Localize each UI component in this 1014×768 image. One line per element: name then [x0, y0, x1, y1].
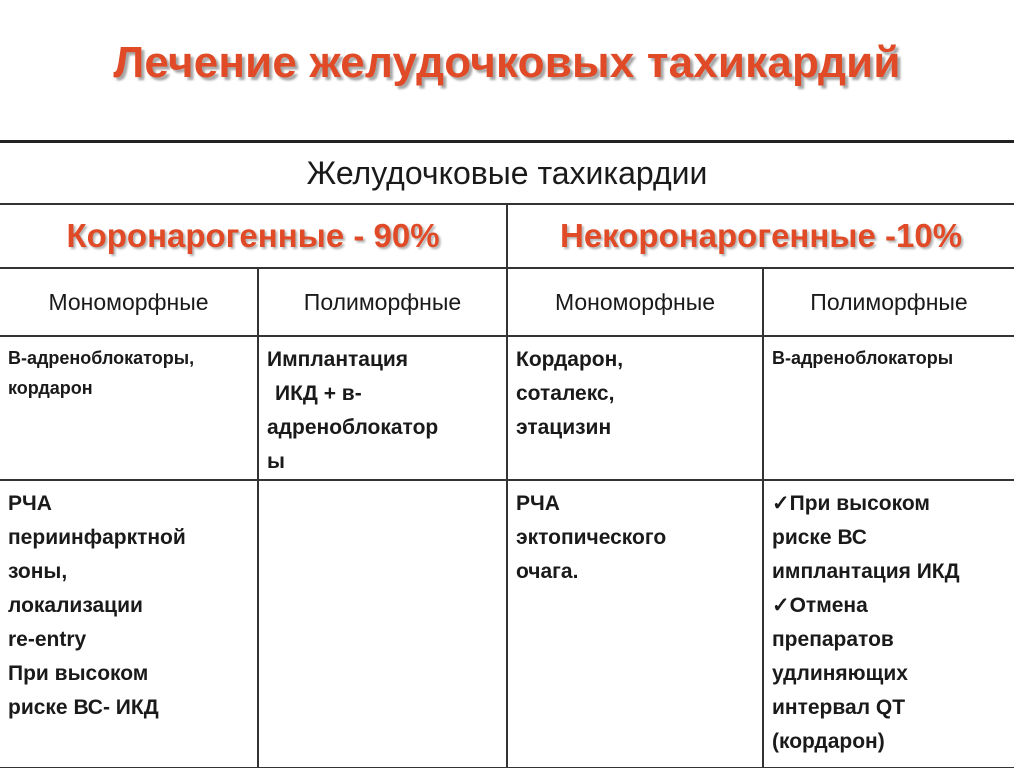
cell-line: интервал QT [772, 696, 906, 719]
cell-line: ✓Отмена [772, 594, 868, 617]
cell-line: РЧА [516, 492, 560, 515]
cell-line: (кордарон) [772, 730, 885, 753]
cell-line: РЧА [8, 492, 52, 515]
cell-line: В-адреноблокаторы [772, 348, 954, 368]
group-header-coronary: Коронарогенные - 90% [0, 204, 507, 268]
subheader-noncoronary-monomorphic: Мономорфные [507, 268, 763, 336]
cell-noncoronary-mono-procedures [507, 480, 763, 768]
cell-line: имплантация ИКД [772, 560, 960, 583]
cell-line: Кордарон, [516, 348, 624, 371]
cell-line: Имплантация [267, 348, 409, 371]
cell-noncoronary-mono-drugs [507, 336, 763, 480]
cell-line: соталекс, [516, 382, 615, 405]
cell-line: зоны, [8, 560, 68, 583]
slide-title: Лечение желудочковых тахикардий [113, 38, 901, 87]
subheader-coronary-monomorphic: Мономорфные [0, 268, 258, 336]
cell-coronary-poly-procedures [258, 480, 507, 768]
subheader-coronary-polymorphic: Полиморфные [258, 268, 507, 336]
cell-noncoronary-poly-drugs [763, 336, 1014, 480]
subheader-noncoronary-polymorphic: Полиморфные [763, 268, 1014, 336]
cell-line: очага. [516, 560, 579, 583]
cell-line: локализации [8, 594, 143, 617]
cell-line: В-адреноблокаторы, [8, 348, 195, 368]
cell-coronary-mono-drugs [0, 336, 258, 480]
cell-line: При высоком [8, 662, 149, 685]
cell-line: препаратов [772, 628, 894, 651]
cell-line: эктопического [516, 526, 667, 549]
cell-line: риске ВС [772, 526, 867, 549]
cell-coronary-mono-procedures [0, 480, 258, 768]
cell-line: периинфарктной [8, 526, 186, 549]
cell-line: ы [267, 450, 285, 473]
cell-coronary-poly-drugs [258, 336, 507, 480]
treatment-table [0, 140, 1014, 768]
cell-line: re-entry [8, 628, 87, 651]
cell-line: адреноблокатор [267, 416, 439, 439]
cell-line: риске ВС- ИКД [8, 696, 159, 719]
cell-line: кордарон [8, 378, 93, 398]
cell-noncoronary-poly-procedures [763, 480, 1014, 768]
group-header-noncoronary: Некоронарогенные -10% [507, 204, 1014, 268]
cell-line: ИКД + в- [275, 382, 362, 405]
table-header: Желудочковые тахикардии [0, 142, 1014, 205]
cell-line: ✓При высоком [772, 492, 930, 515]
cell-line: этацизин [516, 416, 612, 439]
cell-line: удлиняющих [772, 662, 908, 685]
